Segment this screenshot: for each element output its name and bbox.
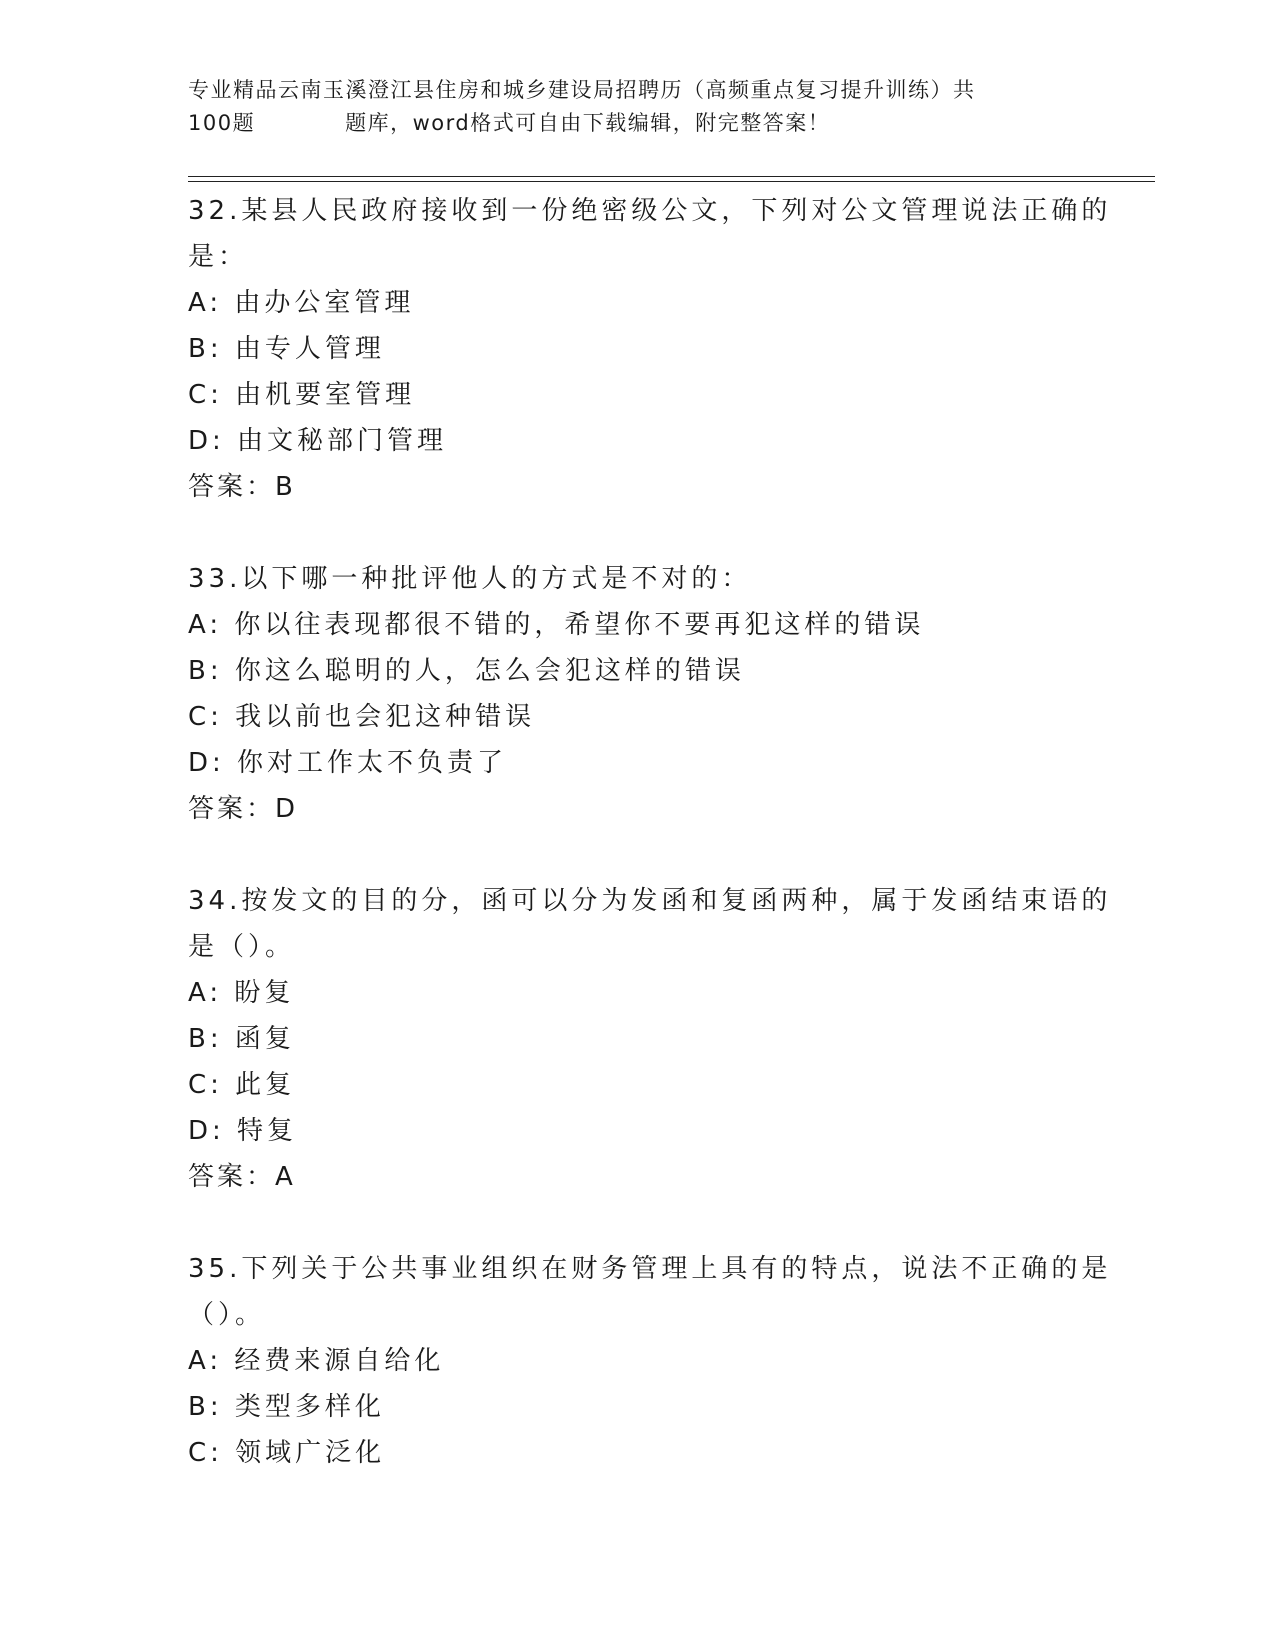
answer-label: 答案：B — [188, 472, 296, 502]
header-divider-top — [188, 176, 1155, 177]
question-stem: 35.下列关于公共事业组织在财务管理上具有的特点，说法不正确的是 — [188, 1254, 1112, 1284]
document-header — [188, 74, 1068, 140]
option-a: A: 经费来源自给化 — [188, 1346, 445, 1376]
option-b: B: 类型多样化 — [188, 1392, 385, 1422]
option-b: B: 函复 — [188, 1024, 295, 1054]
option-a: A: 由办公室管理 — [188, 288, 415, 318]
option-d: D: 由文秘部门管理 — [188, 426, 448, 456]
header-divider-bottom — [188, 181, 1155, 182]
option-d: D: 你对工作太不负责了 — [188, 748, 508, 778]
question-32 — [188, 188, 1112, 510]
option-c: C: 领域广泛化 — [188, 1438, 386, 1468]
question-stem: 34.按发文的目的分，函可以分为发函和复函两种，属于发函结束语的 — [188, 886, 1112, 916]
header-title-line-1: 专业精品云南玉溪澄江县住房和城乡建设局招聘历（高频重点复习提升训练）共 — [188, 78, 976, 102]
question-stem-continued: 是（）。 — [188, 932, 296, 962]
question-stem-continued: （）。 — [188, 1300, 266, 1330]
option-b: B: 由专人管理 — [188, 334, 385, 364]
option-b: B: 你这么聪明的人，怎么会犯这样的错误 — [188, 656, 745, 686]
answer-label: 答案：A — [188, 1162, 296, 1192]
option-a: A: 你以往表现都很不错的，希望你不要再犯这样的错误 — [188, 610, 925, 640]
option-c: C: 由机要室管理 — [188, 380, 416, 410]
question-stem-continued: 是： — [188, 242, 249, 272]
option-d: D: 特复 — [188, 1116, 298, 1146]
option-c: C: 此复 — [188, 1070, 296, 1100]
question-33 — [188, 556, 1088, 832]
header-description: 题库，word格式可自由下载编辑，附完整答案！ — [345, 111, 831, 135]
option-c: C: 我以前也会犯这种错误 — [188, 702, 536, 732]
option-a: A: 盼复 — [188, 978, 295, 1008]
question-34 — [188, 878, 1112, 1200]
header-title-line-2 — [188, 107, 1068, 140]
answer-label: 答案：D — [188, 794, 299, 824]
question-stem: 33.以下哪一种批评他人的方式是不对的： — [188, 564, 752, 594]
question-stem: 32.某县人民政府接收到一份绝密级公文，下列对公文管理说法正确的 — [188, 196, 1112, 226]
question-35 — [188, 1246, 1112, 1476]
questions-list — [188, 188, 1112, 1476]
header-count: 100题 — [188, 111, 256, 135]
